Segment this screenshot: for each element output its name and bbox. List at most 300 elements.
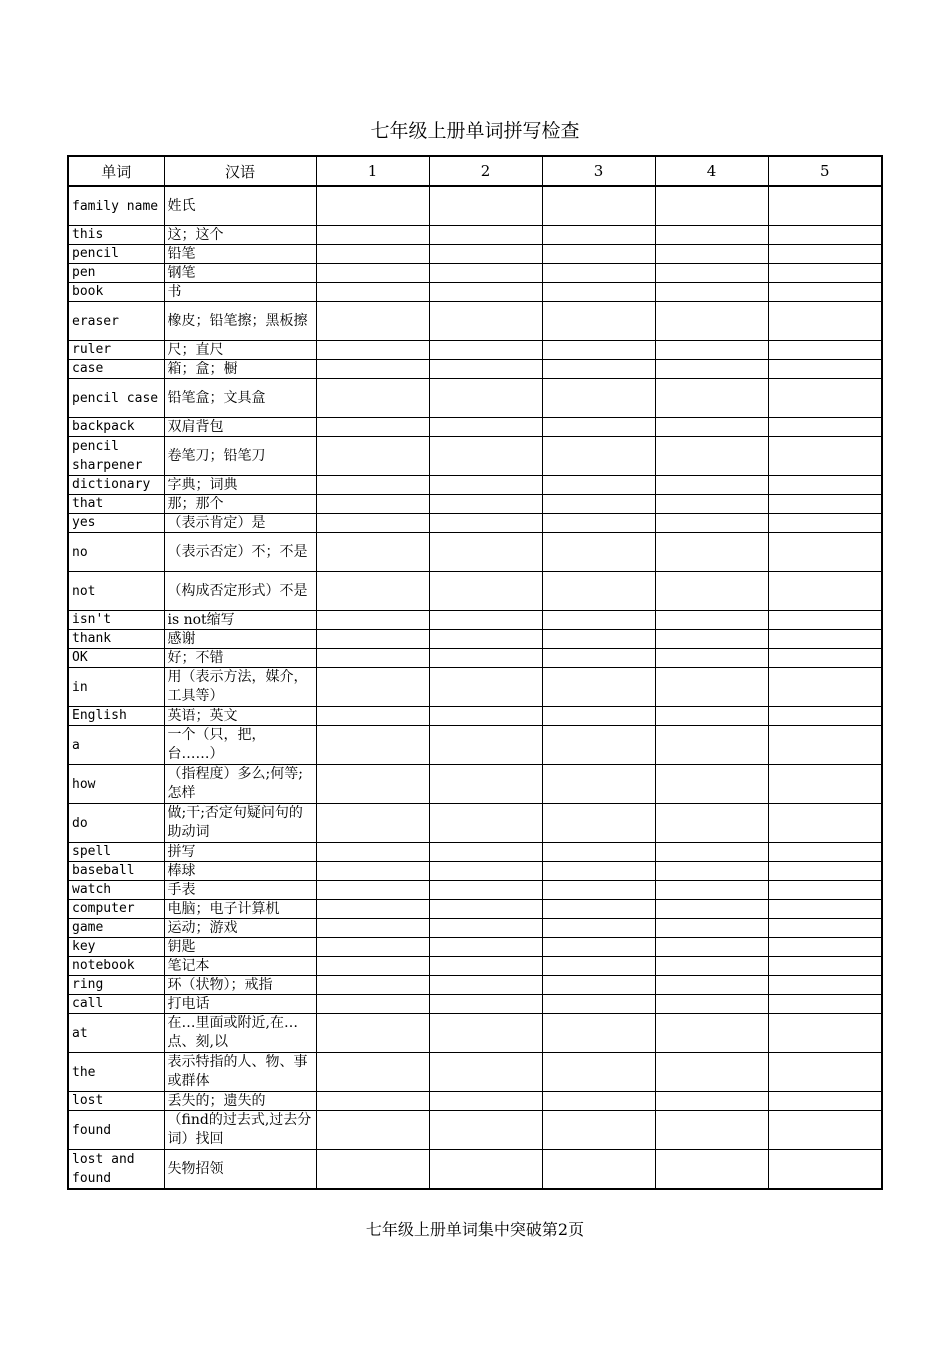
word-cell: yes <box>68 514 164 533</box>
answer-cell-2[interactable] <box>429 302 542 341</box>
answer-cell-4[interactable] <box>655 226 768 245</box>
word-cell: lost and found <box>68 1150 164 1190</box>
answer-cell-2[interactable] <box>429 726 542 765</box>
answer-cell-1[interactable] <box>316 264 429 283</box>
table-row <box>68 900 882 919</box>
answer-cell-3[interactable] <box>542 919 655 938</box>
answer-cell-4[interactable] <box>655 186 768 226</box>
answer-cell-1[interactable] <box>316 1111 429 1150</box>
table-row <box>68 1053 882 1092</box>
word-cell: lost <box>68 1092 164 1111</box>
table-row <box>68 668 882 707</box>
answer-cell-4[interactable] <box>655 341 768 360</box>
column-header-3: 3 <box>542 156 655 186</box>
word-cell: pencil case <box>68 379 164 418</box>
table-row <box>68 938 882 957</box>
answer-cell-1[interactable] <box>316 226 429 245</box>
answer-cell-1[interactable] <box>316 514 429 533</box>
answer-cell-2[interactable] <box>429 360 542 379</box>
column-header-1: 1 <box>316 156 429 186</box>
chinese-cell: 拼写 <box>164 843 316 862</box>
answer-cell-1[interactable] <box>316 1150 429 1190</box>
answer-cell-1[interactable] <box>316 765 429 804</box>
answer-cell-5[interactable] <box>768 1053 882 1092</box>
answer-cell-2[interactable] <box>429 245 542 264</box>
word-cell: backpack <box>68 418 164 437</box>
answer-cell-2[interactable] <box>429 1150 542 1190</box>
answer-cell-2[interactable] <box>429 341 542 360</box>
answer-cell-4[interactable] <box>655 804 768 843</box>
answer-cell-2[interactable] <box>429 957 542 976</box>
chinese-cell: 笔记本 <box>164 957 316 976</box>
answer-cell-4[interactable] <box>655 533 768 572</box>
answer-cell-4[interactable] <box>655 862 768 881</box>
answer-cell-1[interactable] <box>316 495 429 514</box>
word-cell: isn't <box>68 611 164 630</box>
spelling-check-table <box>67 155 883 1190</box>
answer-cell-3[interactable] <box>542 418 655 437</box>
answer-cell-3[interactable] <box>542 630 655 649</box>
answer-cell-3[interactable] <box>542 1111 655 1150</box>
answer-cell-1[interactable] <box>316 843 429 862</box>
answer-cell-5[interactable] <box>768 418 882 437</box>
answer-cell-2[interactable] <box>429 843 542 862</box>
word-cell: thank <box>68 630 164 649</box>
chinese-cell: 橡皮；铅笔擦；黑板擦 <box>164 302 316 341</box>
answer-cell-2[interactable] <box>429 264 542 283</box>
chinese-cell: 尺；直尺 <box>164 341 316 360</box>
table-row <box>68 611 882 630</box>
word-cell: spell <box>68 843 164 862</box>
answer-cell-1[interactable] <box>316 186 429 226</box>
chinese-cell: 在…里面或附近,在…点、刻,以 <box>164 1014 316 1053</box>
answer-cell-5[interactable] <box>768 533 882 572</box>
word-cell: how <box>68 765 164 804</box>
table-row <box>68 919 882 938</box>
answer-cell-4[interactable] <box>655 611 768 630</box>
answer-cell-3[interactable] <box>542 379 655 418</box>
chinese-cell: 铅笔 <box>164 245 316 264</box>
answer-cell-4[interactable] <box>655 264 768 283</box>
answer-cell-5[interactable] <box>768 649 882 668</box>
answer-cell-5[interactable] <box>768 957 882 976</box>
answer-cell-1[interactable] <box>316 437 429 476</box>
answer-cell-2[interactable] <box>429 862 542 881</box>
word-cell: this <box>68 226 164 245</box>
answer-cell-4[interactable] <box>655 245 768 264</box>
word-cell: OK <box>68 649 164 668</box>
answer-cell-2[interactable] <box>429 804 542 843</box>
chinese-cell: 双肩背包 <box>164 418 316 437</box>
chinese-cell: 一个（只，把，台……） <box>164 726 316 765</box>
answer-cell-3[interactable] <box>542 995 655 1014</box>
word-cell: book <box>68 283 164 302</box>
answer-cell-4[interactable] <box>655 1092 768 1111</box>
answer-cell-5[interactable] <box>768 437 882 476</box>
table-row <box>68 862 882 881</box>
answer-cell-1[interactable] <box>316 938 429 957</box>
page-footer: 七年级上册单词集中突破第2页 <box>365 1220 585 1239</box>
word-cell: eraser <box>68 302 164 341</box>
answer-cell-1[interactable] <box>316 726 429 765</box>
chinese-cell: 那；那个 <box>164 495 316 514</box>
sheet-title: 七年级上册单词拼写检查 <box>370 120 580 142</box>
word-cell: found <box>68 1111 164 1150</box>
answer-cell-2[interactable] <box>429 995 542 1014</box>
answer-cell-5[interactable] <box>768 283 882 302</box>
answer-cell-2[interactable] <box>429 765 542 804</box>
table-row <box>68 707 882 726</box>
answer-cell-2[interactable] <box>429 437 542 476</box>
table-row <box>68 418 882 437</box>
answer-cell-5[interactable] <box>768 476 882 495</box>
chinese-cell: （表示否定）不；不是 <box>164 533 316 572</box>
word-cell: dictionary <box>68 476 164 495</box>
word-cell: the <box>68 1053 164 1092</box>
answer-cell-4[interactable] <box>655 900 768 919</box>
answer-cell-2[interactable] <box>429 1111 542 1150</box>
chinese-cell: （构成否定形式）不是 <box>164 572 316 611</box>
chinese-cell: 好；不错 <box>164 649 316 668</box>
answer-cell-1[interactable] <box>316 245 429 264</box>
answer-cell-4[interactable] <box>655 1014 768 1053</box>
answer-cell-1[interactable] <box>316 804 429 843</box>
column-header-4: 4 <box>655 156 768 186</box>
answer-cell-3[interactable] <box>542 302 655 341</box>
answer-cell-3[interactable] <box>542 264 655 283</box>
chinese-cell: 环（状物）；戒指 <box>164 976 316 995</box>
answer-cell-5[interactable] <box>768 1111 882 1150</box>
word-cell: notebook <box>68 957 164 976</box>
answer-cell-4[interactable] <box>655 302 768 341</box>
answer-cell-1[interactable] <box>316 881 429 900</box>
table-row <box>68 1014 882 1053</box>
answer-cell-2[interactable] <box>429 283 542 302</box>
answer-cell-1[interactable] <box>316 649 429 668</box>
chinese-cell: 钢笔 <box>164 264 316 283</box>
answer-cell-2[interactable] <box>429 630 542 649</box>
answer-cell-4[interactable] <box>655 707 768 726</box>
answer-cell-2[interactable] <box>429 1053 542 1092</box>
table-row <box>68 649 882 668</box>
chinese-cell: 手表 <box>164 881 316 900</box>
answer-cell-2[interactable] <box>429 649 542 668</box>
table-row <box>68 804 882 843</box>
answer-cell-2[interactable] <box>429 1014 542 1053</box>
answer-cell-3[interactable] <box>542 495 655 514</box>
answer-cell-5[interactable] <box>768 514 882 533</box>
table-body <box>68 186 882 1189</box>
answer-cell-3[interactable] <box>542 476 655 495</box>
answer-cell-4[interactable] <box>655 938 768 957</box>
answer-cell-5[interactable] <box>768 1092 882 1111</box>
table-row <box>68 843 882 862</box>
column-header-5: 5 <box>768 156 882 186</box>
chinese-cell: 铅笔盒；文具盒 <box>164 379 316 418</box>
chinese-cell: （find的过去式,过去分词）找回 <box>164 1111 316 1150</box>
answer-cell-3[interactable] <box>542 900 655 919</box>
answer-cell-1[interactable] <box>316 1053 429 1092</box>
chinese-cell: 钥匙 <box>164 938 316 957</box>
answer-cell-3[interactable] <box>542 186 655 226</box>
answer-cell-5[interactable] <box>768 726 882 765</box>
chinese-cell: 姓氏 <box>164 186 316 226</box>
answer-cell-4[interactable] <box>655 360 768 379</box>
answer-cell-3[interactable] <box>542 226 655 245</box>
answer-cell-3[interactable] <box>542 283 655 302</box>
answer-cell-3[interactable] <box>542 533 655 572</box>
answer-cell-4[interactable] <box>655 379 768 418</box>
answer-cell-5[interactable] <box>768 186 882 226</box>
answer-cell-5[interactable] <box>768 938 882 957</box>
answer-cell-3[interactable] <box>542 1150 655 1190</box>
answer-cell-5[interactable] <box>768 572 882 611</box>
word-cell: not <box>68 572 164 611</box>
answer-cell-3[interactable] <box>542 668 655 707</box>
answer-cell-2[interactable] <box>429 572 542 611</box>
answer-cell-5[interactable] <box>768 630 882 649</box>
chinese-cell: 运动；游戏 <box>164 919 316 938</box>
answer-cell-5[interactable] <box>768 843 882 862</box>
answer-cell-4[interactable] <box>655 976 768 995</box>
answer-cell-1[interactable] <box>316 379 429 418</box>
answer-cell-4[interactable] <box>655 995 768 1014</box>
answer-cell-4[interactable] <box>655 649 768 668</box>
chinese-cell: 棒球 <box>164 862 316 881</box>
chinese-cell: 卷笔刀；铅笔刀 <box>164 437 316 476</box>
answer-cell-4[interactable] <box>655 514 768 533</box>
table-row <box>68 1092 882 1111</box>
answer-cell-2[interactable] <box>429 668 542 707</box>
answer-cell-3[interactable] <box>542 804 655 843</box>
answer-cell-2[interactable] <box>429 919 542 938</box>
answer-cell-2[interactable] <box>429 881 542 900</box>
answer-cell-2[interactable] <box>429 900 542 919</box>
answer-cell-1[interactable] <box>316 476 429 495</box>
table-row <box>68 514 882 533</box>
answer-cell-4[interactable] <box>655 919 768 938</box>
answer-cell-5[interactable] <box>768 341 882 360</box>
answer-cell-3[interactable] <box>542 707 655 726</box>
table-row <box>68 283 882 302</box>
answer-cell-3[interactable] <box>542 437 655 476</box>
table-row <box>68 360 882 379</box>
word-cell: key <box>68 938 164 957</box>
answer-cell-5[interactable] <box>768 707 882 726</box>
chinese-cell: 表示特指的人、物、事或群体 <box>164 1053 316 1092</box>
answer-cell-2[interactable] <box>429 226 542 245</box>
word-cell: pencil <box>68 245 164 264</box>
answer-cell-5[interactable] <box>768 264 882 283</box>
chinese-cell: 做;干;否定句疑问句的助动词 <box>164 804 316 843</box>
answer-cell-4[interactable] <box>655 1111 768 1150</box>
table-row <box>68 476 882 495</box>
table-row <box>68 226 882 245</box>
table-row <box>68 437 882 476</box>
answer-cell-2[interactable] <box>429 938 542 957</box>
answer-cell-3[interactable] <box>542 957 655 976</box>
answer-cell-3[interactable] <box>542 649 655 668</box>
answer-cell-1[interactable] <box>316 957 429 976</box>
answer-cell-5[interactable] <box>768 881 882 900</box>
answer-cell-1[interactable] <box>316 976 429 995</box>
table-row <box>68 976 882 995</box>
table-row <box>68 245 882 264</box>
answer-cell-5[interactable] <box>768 765 882 804</box>
chinese-cell: 电脑；电子计算机 <box>164 900 316 919</box>
answer-cell-5[interactable] <box>768 360 882 379</box>
answer-cell-1[interactable] <box>316 630 429 649</box>
answer-cell-3[interactable] <box>542 341 655 360</box>
chinese-cell: （指程度）多么;何等;怎样 <box>164 765 316 804</box>
answer-cell-5[interactable] <box>768 862 882 881</box>
answer-cell-4[interactable] <box>655 630 768 649</box>
answer-cell-2[interactable] <box>429 495 542 514</box>
answer-cell-5[interactable] <box>768 495 882 514</box>
answer-cell-1[interactable] <box>316 707 429 726</box>
answer-cell-2[interactable] <box>429 186 542 226</box>
answer-cell-5[interactable] <box>768 1014 882 1053</box>
table-row <box>68 264 882 283</box>
answer-cell-1[interactable] <box>316 1092 429 1111</box>
table-row <box>68 765 882 804</box>
answer-cell-1[interactable] <box>316 1014 429 1053</box>
answer-cell-1[interactable] <box>316 302 429 341</box>
answer-cell-1[interactable] <box>316 611 429 630</box>
answer-cell-4[interactable] <box>655 881 768 900</box>
answer-cell-1[interactable] <box>316 283 429 302</box>
answer-cell-2[interactable] <box>429 418 542 437</box>
word-cell: baseball <box>68 862 164 881</box>
word-cell: a <box>68 726 164 765</box>
table-row <box>68 302 882 341</box>
answer-cell-4[interactable] <box>655 957 768 976</box>
chinese-cell: 书 <box>164 283 316 302</box>
answer-cell-3[interactable] <box>542 765 655 804</box>
answer-cell-1[interactable] <box>316 341 429 360</box>
table-row <box>68 495 882 514</box>
word-cell: ring <box>68 976 164 995</box>
answer-cell-5[interactable] <box>768 379 882 418</box>
answer-cell-5[interactable] <box>768 1150 882 1190</box>
answer-cell-3[interactable] <box>542 514 655 533</box>
answer-cell-3[interactable] <box>542 1014 655 1053</box>
answer-cell-3[interactable] <box>542 1053 655 1092</box>
word-cell: computer <box>68 900 164 919</box>
answer-cell-4[interactable] <box>655 843 768 862</box>
column-header-word: 单词 <box>68 156 164 186</box>
table-row <box>68 881 882 900</box>
table-row <box>68 533 882 572</box>
answer-cell-4[interactable] <box>655 572 768 611</box>
answer-cell-1[interactable] <box>316 900 429 919</box>
answer-cell-5[interactable] <box>768 302 882 341</box>
answer-cell-5[interactable] <box>768 226 882 245</box>
answer-cell-4[interactable] <box>655 1150 768 1190</box>
answer-cell-2[interactable] <box>429 707 542 726</box>
word-cell: call <box>68 995 164 1014</box>
answer-cell-3[interactable] <box>542 862 655 881</box>
answer-cell-5[interactable] <box>768 919 882 938</box>
answer-cell-4[interactable] <box>655 726 768 765</box>
answer-cell-5[interactable] <box>768 245 882 264</box>
answer-cell-4[interactable] <box>655 495 768 514</box>
table-row <box>68 186 882 226</box>
answer-cell-2[interactable] <box>429 1092 542 1111</box>
answer-cell-1[interactable] <box>316 418 429 437</box>
chinese-cell: 感谢 <box>164 630 316 649</box>
answer-cell-1[interactable] <box>316 995 429 1014</box>
word-cell: that <box>68 495 164 514</box>
answer-cell-5[interactable] <box>768 900 882 919</box>
answer-cell-2[interactable] <box>429 476 542 495</box>
answer-cell-4[interactable] <box>655 765 768 804</box>
column-header-chinese: 汉语 <box>164 156 316 186</box>
answer-cell-3[interactable] <box>542 938 655 957</box>
answer-cell-5[interactable] <box>768 668 882 707</box>
answer-cell-2[interactable] <box>429 379 542 418</box>
answer-cell-1[interactable] <box>316 533 429 572</box>
answer-cell-4[interactable] <box>655 437 768 476</box>
chinese-cell: 丢失的；遗失的 <box>164 1092 316 1111</box>
answer-cell-2[interactable] <box>429 514 542 533</box>
answer-cell-1[interactable] <box>316 572 429 611</box>
chinese-cell: 失物招领 <box>164 1150 316 1190</box>
answer-cell-5[interactable] <box>768 995 882 1014</box>
answer-cell-1[interactable] <box>316 668 429 707</box>
answer-cell-2[interactable] <box>429 976 542 995</box>
answer-cell-3[interactable] <box>542 360 655 379</box>
answer-cell-3[interactable] <box>542 1092 655 1111</box>
word-cell: do <box>68 804 164 843</box>
answer-cell-4[interactable] <box>655 418 768 437</box>
word-cell: no <box>68 533 164 572</box>
answer-cell-3[interactable] <box>542 572 655 611</box>
word-cell: watch <box>68 881 164 900</box>
answer-cell-4[interactable] <box>655 668 768 707</box>
word-cell: case <box>68 360 164 379</box>
answer-cell-5[interactable] <box>768 611 882 630</box>
answer-cell-3[interactable] <box>542 611 655 630</box>
answer-cell-4[interactable] <box>655 1053 768 1092</box>
answer-cell-5[interactable] <box>768 804 882 843</box>
answer-cell-5[interactable] <box>768 976 882 995</box>
chinese-cell: 字典；词典 <box>164 476 316 495</box>
answer-cell-2[interactable] <box>429 533 542 572</box>
answer-cell-3[interactable] <box>542 881 655 900</box>
answer-cell-3[interactable] <box>542 726 655 765</box>
chinese-cell: 英语；英文 <box>164 707 316 726</box>
answer-cell-3[interactable] <box>542 976 655 995</box>
answer-cell-3[interactable] <box>542 843 655 862</box>
answer-cell-1[interactable] <box>316 862 429 881</box>
header-row <box>68 156 882 186</box>
answer-cell-2[interactable] <box>429 611 542 630</box>
answer-cell-4[interactable] <box>655 283 768 302</box>
table-row <box>68 572 882 611</box>
answer-cell-4[interactable] <box>655 476 768 495</box>
word-cell: pen <box>68 264 164 283</box>
answer-cell-1[interactable] <box>316 919 429 938</box>
table-row <box>68 341 882 360</box>
answer-cell-1[interactable] <box>316 360 429 379</box>
chinese-cell: 打电话 <box>164 995 316 1014</box>
column-header-2: 2 <box>429 156 542 186</box>
table-row <box>68 1150 882 1190</box>
word-cell: ruler <box>68 341 164 360</box>
chinese-cell: 这；这个 <box>164 226 316 245</box>
answer-cell-3[interactable] <box>542 245 655 264</box>
